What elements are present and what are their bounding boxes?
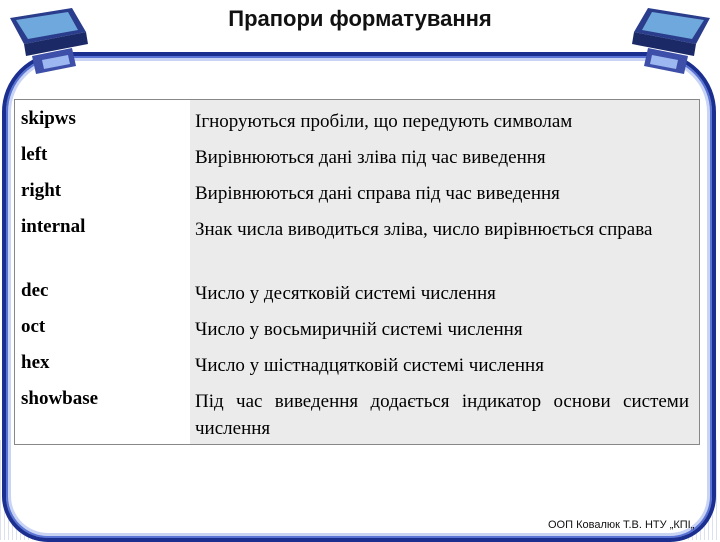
format-flags-table	[14, 99, 700, 445]
flag-name: right	[21, 180, 62, 201]
flag-name: left	[21, 144, 48, 165]
flag-description: Вирівнюються дані справа під час виведення	[195, 183, 560, 204]
flag-description: Ігноруються пробіли, що передують символам	[195, 111, 573, 132]
flag-description: Знак числа виводиться зліва, число вирівнюється справа	[195, 219, 653, 240]
flag-description: Число у восьмиричній системі числення	[195, 319, 523, 340]
flag-name: dec	[21, 280, 49, 301]
flag-description: Вирівнюються дані зліва під час виведення	[195, 147, 546, 168]
flag-description: Число у шістнадцятковій системі числення	[195, 355, 544, 376]
flag-name: oct	[21, 316, 46, 337]
flag-name: showbase	[21, 388, 99, 409]
flag-name: skipws	[21, 108, 76, 129]
page-title: Прапори форматування	[228, 6, 492, 31]
flag-description: Число у десятковій системі числення	[195, 283, 496, 304]
flag-name: hex	[21, 352, 50, 373]
footer-credit: ООП Ковалюк Т.В. НТУ „КПІ„	[548, 519, 695, 531]
flag-description: Під час виведення додається індикатор основи системи числення	[195, 391, 689, 439]
flag-name: internal	[21, 216, 86, 237]
